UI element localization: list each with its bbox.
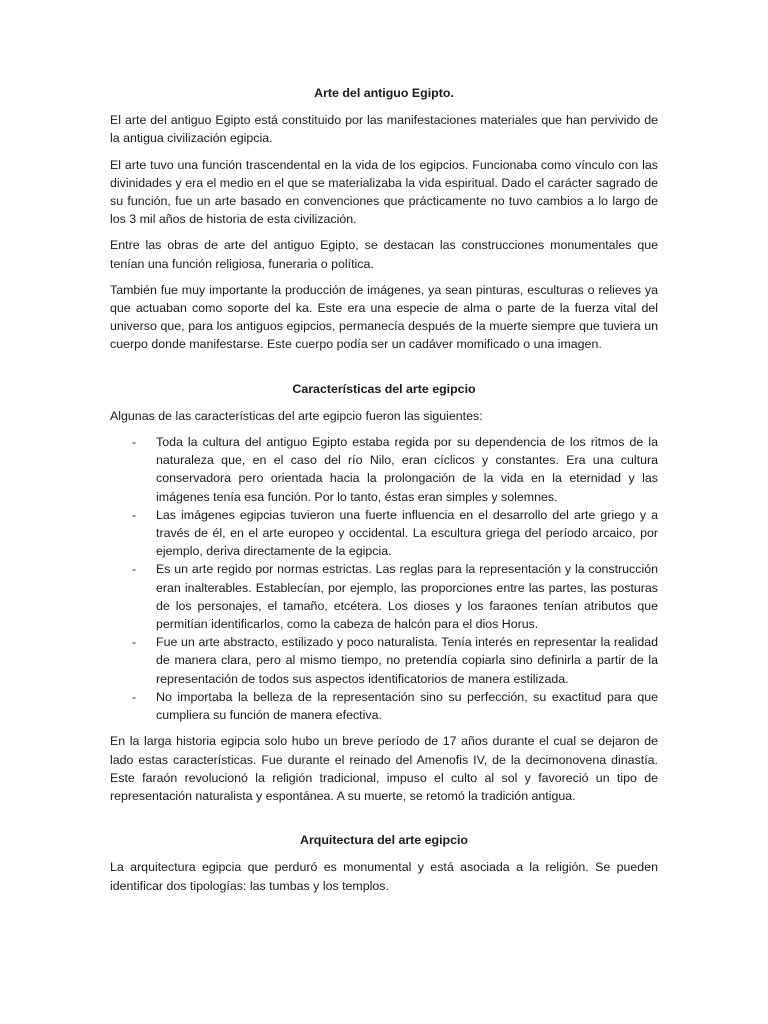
list-bullet: - [132,562,137,577]
paragraph-intro: Algunas de las características del arte egipcio fueron las siguientes: [110,408,483,423]
list-item [110,688,658,724]
paragraph-closing: En la larga historia egipcia solo hubo un breve período de 17 años durante el cual se dejaron de lado estas características. Fue durante el reinado del Amenofis IV, de la decimonovena dinastía. Este faraón revolucionó la religión tradicional, impuso el culto al sol y favoreció un tipo de representación naturalista y espontánea. A su muerte, se retomó la tradición antigua. [110,734,658,803]
paragraph: Entre las obras de arte del antiguo Egipto, se destacan las construcciones monumentales que tenían una función religiosa, funeraria o política. [110,238,658,271]
list-item [110,560,658,633]
section-spacer [110,813,658,831]
paragraph: La arquitectura egipcia que perduró es monumental y está asociada a la religión. Se pueden identificar dos tipologías: las tumbas y los templos. [110,860,658,893]
list-item-text: Las imágenes egipcias tuvieron una fuerte influencia en el desarrollo del arte griego y a través de él, en el arte europeo y occidental. La escultura griega del período arcaico, por ejemplo, deriva directamente de la egipcia. [156,507,658,559]
section-title-arquitectura: Arquitectura del arte egipcio [300,833,468,848]
section-title-caracteristicas: Características del arte egipcio [292,381,476,396]
paragraph: El arte del antiguo Egipto está constituido por las manifestaciones materiales que han pervivido de la antigua civilización egipcia. [110,113,658,146]
list-item [110,633,658,688]
paragraph: El arte tuvo una función trascendental en la vida de los egipcios. Funcionaba como vínculo con las divinidades y era el medio en el que se materializaba la vida espiritual. Dado el carácter sagrado de su función, fue un arte basado en convenciones que prácticamente no tuvo cambios a lo largo de los 3 mil años de historia de esta civilización. [110,157,658,227]
section-title-arte-antiguo-egipto: Arte del antiguo Egipto. [314,86,454,100]
paragraph: También fue muy importante la producción de imágenes, ya sean pinturas, esculturas o relieves ya que actuaban como soporte del ka. Este era una especie de alma o parte de la fuerza vital del universo que, para los antiguos egipcios, permanecía después de la muerte siempre que tuviera un cuerpo donde manifestarse. Este cuerpo podía ser un cadáver momificado o una imagen. [110,282,658,352]
list-bullet: - [132,635,137,650]
list-bullet: - [132,507,137,522]
list-bullet: - [132,435,137,450]
list-bullet: - [132,689,137,704]
characteristics-list [110,433,658,724]
list-item-text: Toda la cultura del antiguo Egipto estaba regida por su dependencia de los ritmos de la naturaleza que, en el caso del río Nilo, eran cíclicos y constantes. Era una cultura conservadora pero orientada hacia la prolongación de la vida en la eternidad y las imágenes tenía esa función. Por lo tanto, éstas eran simples y solemnes. [156,435,658,504]
list-item-text: Es un arte regido por normas estrictas. Las reglas para la representación y la construcción eran inalterables. Establecían, por ejemplo, las proporciones entre las partes, las posturas de los personajes, el tamaño, etcétera. Los dioses y los faraones tenían atributos que permitían identificarlos, como la cabeza de halcón para el dios Horus. [156,562,658,632]
list-item-text: No importaba la belleza de la representación sino su perfección, su exactitud para que cumpliera su función de manera efectiva. [156,689,658,723]
section-spacer [110,362,658,380]
document-page [110,84,658,903]
list-item [110,506,658,561]
list-item-text: Fue un arte abstracto, estilizado y poco naturalista. Tenía interés en representar la realidad de manera clara, pero al mismo tiempo, no pretendía copiarla sino definirla a partir de la representación de todos sus aspectos identificatorios de manera estilizada. [156,635,658,686]
list-item [110,433,658,506]
